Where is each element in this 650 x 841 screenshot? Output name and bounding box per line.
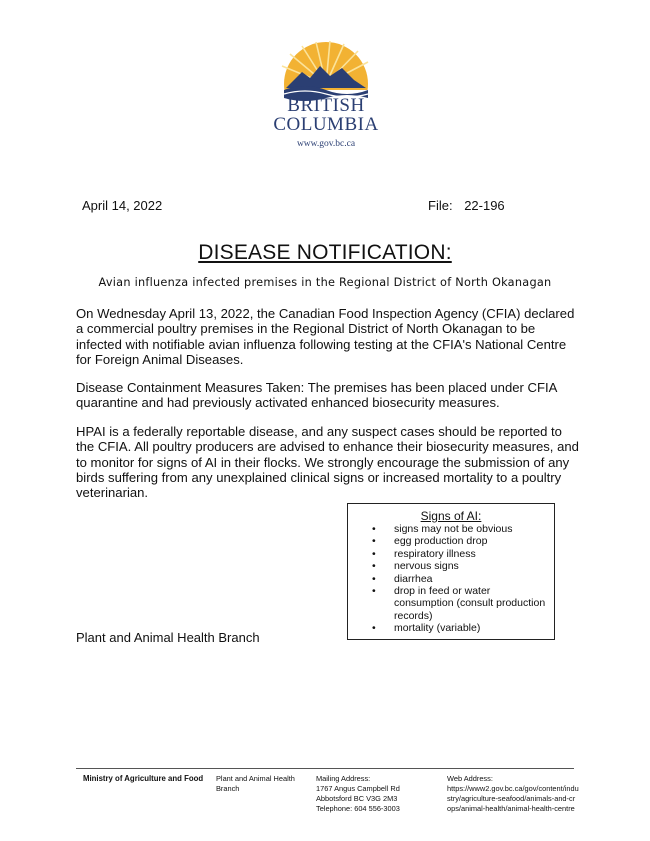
list-item: • egg production drop — [348, 535, 554, 547]
file-label: File: — [428, 198, 453, 213]
signs-list — [348, 523, 554, 635]
logo-url: www.gov.bc.ca — [296, 139, 356, 149]
list-item: • drop in feed or water consumption (consult production records) — [348, 585, 554, 622]
mailing-street: 1767 Angus Campbell Rd — [316, 784, 400, 793]
paragraph-hpai: HPAI is a federally reportable disease, and any suspect cases should be reported to the CFIA. All poultry producers are advised to enhance their biosecurity measures, and to monitor for signs of AI in their flocks. We strongly encourage the submission of any birds suffering from any unexplained clinical signs or increased mortality to a poultry veterinarian. — [76, 424, 579, 501]
web-url[interactable]: https://www2.gov.bc.ca/gov/content/industry/agriculture-seafood/animals-and-crops/animal-health/animal-health-centre — [447, 784, 579, 813]
footer-branch: Plant and Animal Health Branch — [216, 774, 295, 793]
logo-text-columbia: COLUMBIA — [273, 114, 379, 135]
list-item: • mortality (variable) — [348, 622, 554, 634]
signs-of-ai-box — [347, 503, 555, 640]
file-number: 22-196 — [464, 198, 505, 213]
logo-text-british: BRITISH — [287, 95, 365, 116]
file-reference — [428, 198, 505, 213]
web-label: Web Address: — [447, 774, 493, 783]
telephone: Telephone: 604 556-3003 — [316, 804, 400, 813]
signs-title: Signs of AI: — [420, 509, 482, 523]
page-subtitle: Avian influenza infected premises in the Regional District of North Okanagan — [98, 276, 552, 289]
mailing-city: Abbotsford BC V3G 2M3 — [316, 794, 398, 803]
paragraph-containment: Disease Containment Measures Taken: The premises has been placed under CFIA quarantine and had previously activated enhanced biosecurity measures. — [76, 380, 557, 411]
list-item: • nervous signs — [348, 560, 554, 572]
footer-web-address — [447, 774, 579, 814]
paragraph-declaration: On Wednesday April 13, 2022, the Canadian Food Inspection Agency (CFIA) declared a commercial poultry premises in the Regional District of North Okanagan to be infected with notifiable avian influenza following testing at the CFIA's National Centre for Foreign Animal Diseases. — [76, 306, 575, 367]
list-item: • respiratory illness — [348, 548, 554, 560]
page-title: DISEASE NOTIFICATION: — [198, 241, 452, 264]
footer-mailing-address — [316, 774, 436, 814]
signature-branch: Plant and Animal Health Branch — [76, 630, 260, 645]
list-item: • diarrhea — [348, 573, 554, 585]
footer-ministry: Ministry of Agriculture and Food — [83, 774, 204, 783]
notice-date: April 14, 2022 — [82, 198, 163, 213]
footer-divider — [76, 768, 574, 769]
mailing-label: Mailing Address: — [316, 774, 371, 783]
list-item: • signs may not be obvious — [348, 523, 554, 535]
